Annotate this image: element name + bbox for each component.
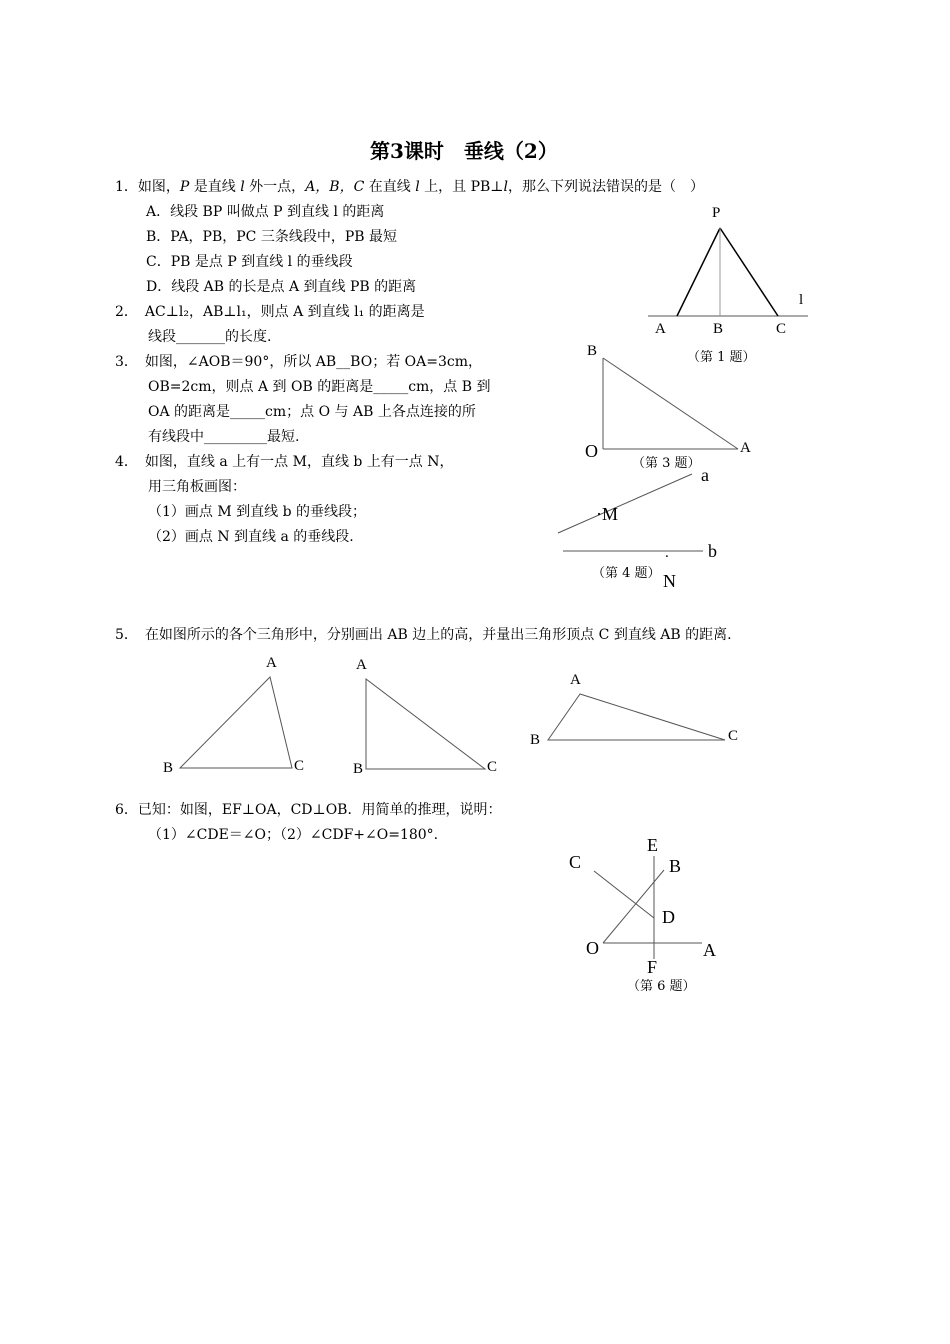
q1-option-a: A．线段 BP 叫做点 P 到直线 l 的距离 <box>146 204 385 220</box>
tri1-label-C: C <box>294 758 305 774</box>
fig1-label-C: C <box>776 321 787 337</box>
q3-line4: 有线段中_________最短. <box>148 429 300 445</box>
q1-stem: 1．如图，P 是直线 l 外一点，A，B，C 在直线 l 上，且 PB⊥l，那么下列说法错误的是（ ） <box>115 179 704 195</box>
fig4-caption: （第 4 题） <box>592 566 661 581</box>
tri3-label-C: C <box>728 728 739 744</box>
fig3-label-A: A <box>740 440 751 456</box>
fig1-caption: （第 1 题） <box>687 350 756 365</box>
q3-line1: 3． 如图，∠AOB＝90°，所以 AB__BO；若 OA=3cm， <box>115 354 482 370</box>
tri1-label-A: A <box>266 655 277 671</box>
fig6-label-F: F <box>647 957 658 977</box>
tri2-label-B: B <box>353 761 364 777</box>
q2-line2: 线段_______的长度. <box>148 329 272 345</box>
fig6-segment-CD <box>594 871 654 918</box>
fig3-label-O: O <box>585 441 598 461</box>
fig1-label-P: P <box>712 205 721 221</box>
q3-line3: OA 的距离是_____cm；点 O 与 AB 上各点连接的所 <box>148 404 476 420</box>
page-title: 第3课时 垂线（2） <box>370 139 558 163</box>
fig4-point-N-dot: . <box>665 545 669 561</box>
fig4-line-a <box>558 474 692 533</box>
q4-line1: 4． 如图，直线 a 上有一点 M，直线 b 上有一点 N， <box>115 454 454 470</box>
fig4-label-M: ·M <box>596 504 618 524</box>
fig6-label-C: C <box>569 852 582 872</box>
tri2-label-A: A <box>356 657 367 673</box>
fig4-label-a: a <box>701 465 709 485</box>
fig6-label-B: B <box>669 856 682 876</box>
q5-triangle-2 <box>366 679 485 769</box>
fig3-label-B: B <box>587 343 598 359</box>
fig4-label-b: b <box>708 541 717 561</box>
q3-line2: OB=2cm，则点 A 到 OB 的距离是_____cm，点 B 到 <box>148 379 491 395</box>
q5-line1: 5． 在如图所示的各个三角形中，分别画出 AB 边上的高，并量出三角形顶点 C 到直线 AB 的距离. <box>115 627 732 643</box>
fig3-caption: （第 3 题） <box>632 456 701 471</box>
fig4-label-N: N <box>663 571 676 591</box>
q1-option-d: D．线段 AB 的长是点 A 到直线 PB 的距离 <box>146 279 417 295</box>
tri3-label-A: A <box>570 672 581 688</box>
q4-line2: 用三角板画图： <box>148 479 246 495</box>
fig6-caption: （第 6 题） <box>627 979 696 994</box>
fig6-label-A: A <box>703 940 716 960</box>
q5-triangle-3 <box>548 694 725 740</box>
q6-line1: 6．已知：如图，EF⊥OA，CD⊥OB．用简单的推理，说明： <box>115 802 502 818</box>
fig1-segment-PA <box>677 228 720 316</box>
q6-line2: （1）∠CDE＝∠O；（2）∠CDF+∠O=180°. <box>148 827 439 843</box>
q4-line4: （2）画点 N 到直线 a 的垂线段. <box>148 529 354 545</box>
tri1-label-B: B <box>163 760 174 776</box>
fig1-label-A: A <box>655 321 666 337</box>
fig3-segment-AB <box>603 358 738 449</box>
fig1-label-l: l <box>799 292 804 308</box>
fig6-label-O: O <box>586 938 599 958</box>
tri3-label-B: B <box>530 732 541 748</box>
fig6-ray-OB <box>603 870 664 943</box>
q4-line3: （1）画点 M 到直线 b 的垂线段； <box>148 504 367 520</box>
q5-triangle-1 <box>180 677 292 768</box>
q1-option-c: C．PB 是点 P 到直线 l 的垂线段 <box>146 254 353 270</box>
q1-option-b: B．PA，PB，PC 三条线段中，PB 最短 <box>146 229 397 245</box>
fig6-label-E: E <box>647 835 658 855</box>
fig6-label-D: D <box>662 907 675 927</box>
q2-line1: 2． AC⊥l₂，AB⊥l₁，则点 A 到直线 l₁ 的距离是 <box>115 304 425 320</box>
fig1-segment-PC <box>720 228 778 316</box>
tri2-label-C: C <box>487 759 498 775</box>
fig1-label-B: B <box>713 321 724 337</box>
